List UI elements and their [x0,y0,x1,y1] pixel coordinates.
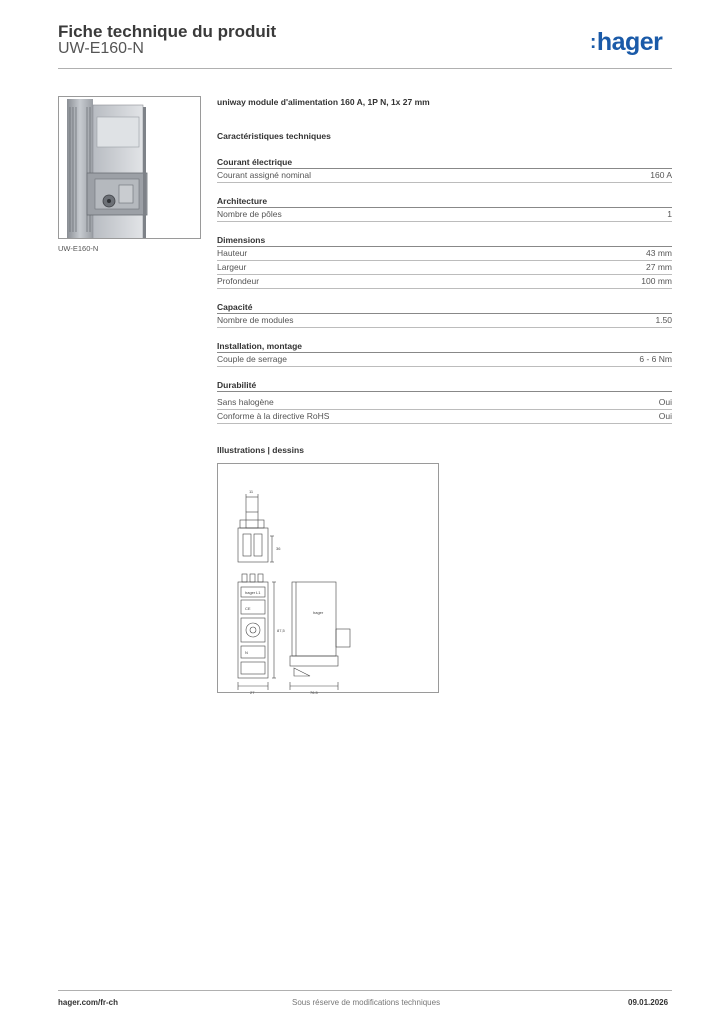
spec-row [217,247,672,261]
footer-disclaimer: Sous réserve de modifications techniques [292,998,441,1007]
drawings-heading: Illustrations | dessins [217,445,304,455]
product-reference: UW-E160-N [58,40,144,57]
spec-row [217,396,672,410]
group-title-capacite: Capacité [217,302,253,312]
header-divider [58,68,672,69]
group-title-durabilite: Durabilité [217,380,257,390]
hager-logo[interactable] [590,28,662,57]
spec-value: 1.50 [655,315,672,325]
drawing-brand-label: hager [245,590,256,595]
spec-row [217,275,672,289]
spec-value: Oui [658,411,672,421]
spec-label: Nombre de pôles [217,209,282,219]
group-title-installation: Installation, montage [217,341,303,351]
page-title: Fiche technique du produit [58,22,277,41]
product-description: uniway module d'alimentation 160 A, 1P N, 1x 27 mm [217,97,430,107]
technical-drawing [217,463,439,693]
dim-label: 87,5 [277,628,285,633]
spec-row [217,353,672,367]
spec-row [217,169,672,183]
spec-label: Nombre de modules [217,315,294,325]
dim-label: 27 [250,690,255,694]
dim-label: 11 [249,489,254,494]
dim-label: 76,5 [310,690,318,694]
spec-label: Profondeur [217,276,260,286]
spec-value: Oui [658,397,672,407]
spec-row [217,208,672,222]
drawing-label: CE [245,606,251,611]
group-title-architecture: Architecture [217,196,268,206]
spec-value: 27 mm [646,262,672,272]
product-image-caption: UW-E160-N [58,244,99,253]
footer-divider [58,990,672,991]
product-photo-icon [59,97,201,239]
spec-label: Hauteur [217,248,248,258]
drawing-label: L1 [256,590,261,595]
drawing-brand-label: hager [313,610,324,615]
spec-value: 6 - 6 Nm [639,354,672,364]
spec-label: Largeur [217,262,247,272]
group-title-dimensions: Dimensions [217,235,266,245]
logo-text: hager [596,28,663,56]
spec-label: Couple de serrage [217,354,287,364]
specs-heading: Caractéristiques techniques [217,131,331,141]
footer-date: 09.01.2026 [628,998,669,1007]
spec-value: 100 mm [641,276,672,286]
spec-row [217,410,672,424]
spec-label: Sans halogène [217,397,274,407]
group-title-courant: Courant électrique [217,157,293,167]
spec-value: 43 mm [646,248,672,258]
group-divider [217,391,672,392]
spec-row [217,314,672,328]
footer-website-link[interactable]: hager.com/fr-ch [58,998,119,1007]
logo-colon-icon: : [590,32,596,53]
spec-value: 160 A [650,170,672,180]
spec-label: Conforme à la directive RoHS [217,411,330,421]
dimension-drawing-icon [218,464,440,694]
spec-value: 1 [667,209,672,219]
spec-label: Courant assigné nominal [217,170,312,180]
drawing-label: N [245,650,248,655]
dim-label: 36 [276,546,281,551]
product-image [58,96,201,239]
spec-row [217,261,672,275]
